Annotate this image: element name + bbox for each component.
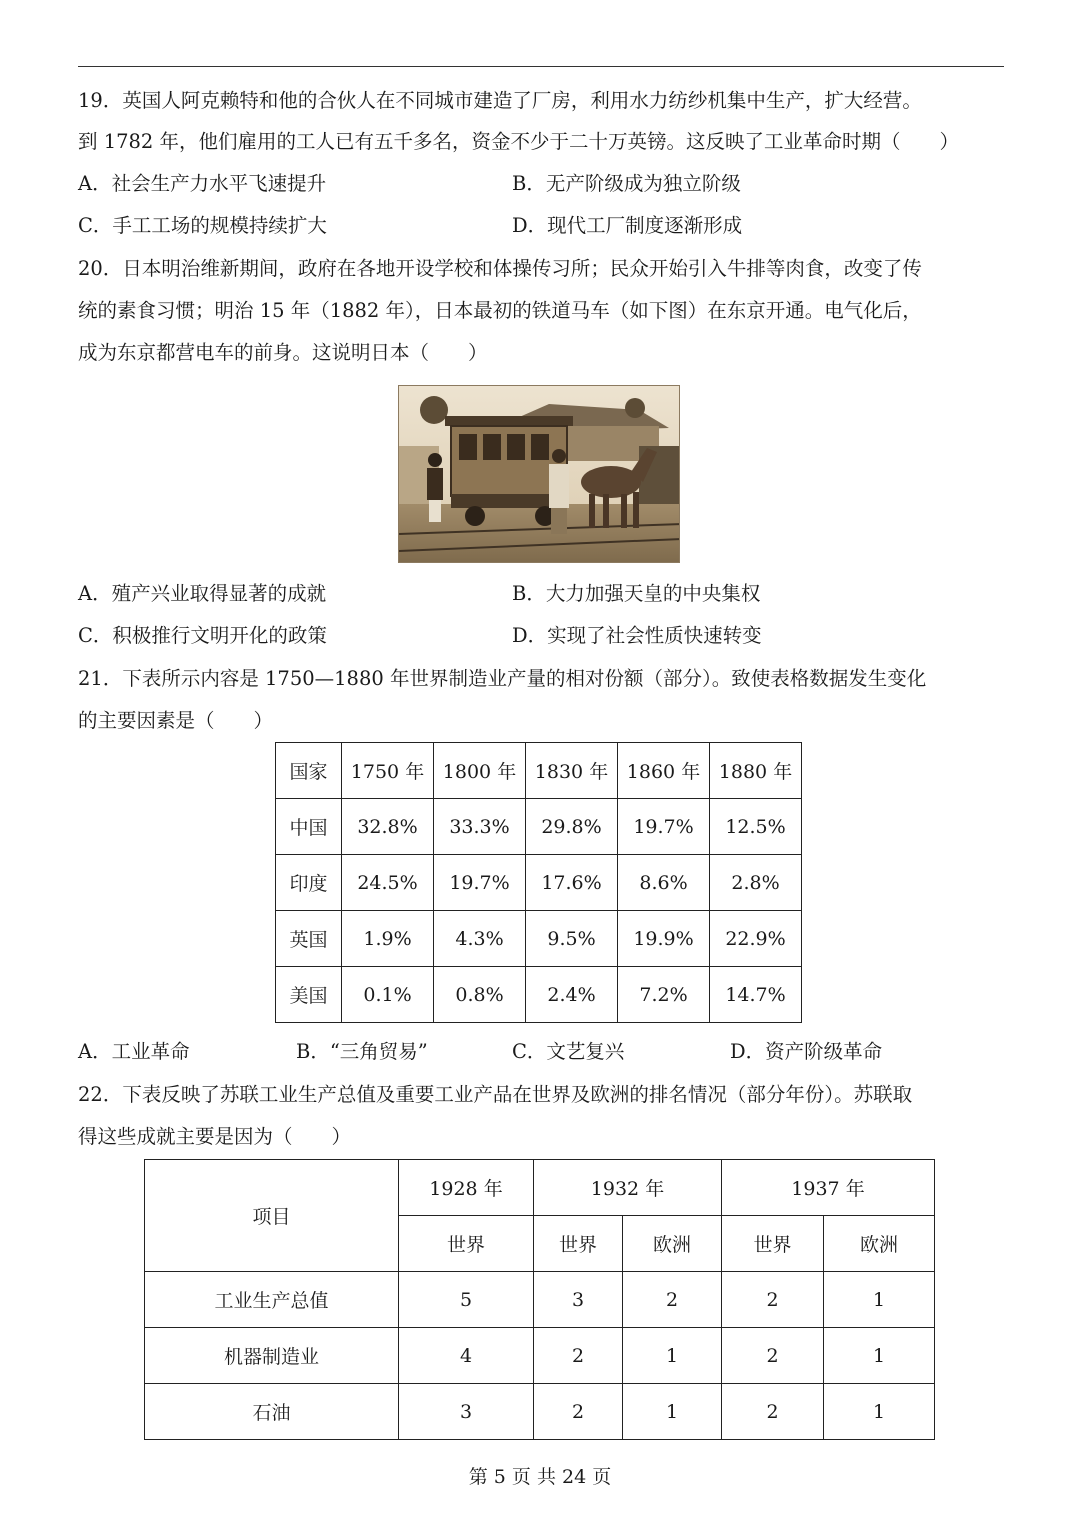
q19-option-a[interactable]: A．社会生产力水平飞速提升 — [78, 172, 327, 195]
manufacturing-share-table — [275, 742, 802, 1023]
table-cell: 2 — [534, 1384, 623, 1440]
table-cell: 32.8% — [342, 799, 434, 855]
q19-stem-line-1: 19．英国人阿克赖特和他的合伙人在不同城市建造了厂房，利用水力纺纱机集中生产，扩大经营。 — [78, 89, 922, 112]
table-cell: 石油 — [145, 1384, 399, 1440]
q20-option-d[interactable]: D．实现了社会性质快速转变 — [512, 624, 762, 647]
q20-option-b[interactable]: B．大力加强天皇的中央集权 — [512, 582, 761, 605]
q22-stem-line-1: 22．下表反映了苏联工业生产总值及重要工业产品在世界及欧洲的排名情况（部分年份）。苏联取 — [78, 1083, 913, 1106]
table-cell: 2 — [534, 1328, 623, 1384]
table-row — [276, 855, 802, 911]
q21-option-d[interactable]: D．资产阶级革命 — [730, 1040, 883, 1063]
table-header-row — [276, 743, 802, 799]
table-cell: 2 — [722, 1328, 824, 1384]
table-cell: 9.5% — [526, 911, 618, 967]
table-cell: 1 — [623, 1328, 722, 1384]
table-cell: 2.4% — [526, 967, 618, 1023]
table-cell: 19.7% — [618, 799, 710, 855]
header-cell: 1750 年 — [342, 743, 434, 799]
table-header-row — [145, 1160, 935, 1216]
table-cell: 2 — [623, 1272, 722, 1328]
table-cell: 17.6% — [526, 855, 618, 911]
table-cell: 4 — [399, 1328, 534, 1384]
header-cell: 1830 年 — [526, 743, 618, 799]
table-cell: 5 — [399, 1272, 534, 1328]
header-cell: 1860 年 — [618, 743, 710, 799]
table-cell: 14.7% — [710, 967, 802, 1023]
q21-option-b[interactable]: B．“三角贸易” — [296, 1040, 428, 1063]
header-cell: 世界 — [534, 1216, 623, 1272]
table-cell: 1 — [623, 1384, 722, 1440]
q19-option-b[interactable]: B．无产阶级成为独立阶级 — [512, 172, 741, 195]
q20-stem-line-2: 统的素食习惯；明治 15 年（1882 年），日本最初的铁道马车（如下图）在东京开通。电气化后， — [78, 299, 922, 322]
header-cell: 1800 年 — [434, 743, 526, 799]
q22-stem-line-2: 得这些成就主要是因为（ ） — [78, 1125, 352, 1148]
horse-tram-photo — [398, 385, 680, 563]
table-cell: 3 — [534, 1272, 623, 1328]
header-cell: 1932 年 — [534, 1160, 722, 1216]
table-cell: 3 — [399, 1384, 534, 1440]
q20-stem-line-1: 20．日本明治维新期间，政府在各地开设学校和体操传习所；民众开始引入牛排等肉食，改变了传 — [78, 257, 922, 280]
table-cell: 2 — [722, 1272, 824, 1328]
header-cell: 欧洲 — [623, 1216, 722, 1272]
table-cell: 工业生产总值 — [145, 1272, 399, 1328]
table-row — [145, 1328, 935, 1384]
q20-option-c[interactable]: C．积极推行文明开化的政策 — [78, 624, 327, 647]
header-cell: 欧洲 — [824, 1216, 935, 1272]
q19-option-d[interactable]: D．现代工厂制度逐渐形成 — [512, 214, 743, 237]
table-cell: 0.1% — [342, 967, 434, 1023]
table-cell: 19.9% — [618, 911, 710, 967]
q19-option-c[interactable]: C．手工工场的规模持续扩大 — [78, 214, 327, 237]
table-cell: 19.7% — [434, 855, 526, 911]
table-cell: 24.5% — [342, 855, 434, 911]
soviet-ranking-table — [144, 1159, 935, 1440]
header-cell: 世界 — [399, 1216, 534, 1272]
table-cell: 33.3% — [434, 799, 526, 855]
table-cell: 美国 — [276, 967, 342, 1023]
table-cell: 机器制造业 — [145, 1328, 399, 1384]
header-cell: 世界 — [722, 1216, 824, 1272]
table-row — [276, 911, 802, 967]
table-cell: 12.5% — [710, 799, 802, 855]
table-cell: 4.3% — [434, 911, 526, 967]
table-cell: 1 — [824, 1384, 935, 1440]
q21-stem-line-1: 21．下表所示内容是 1750—1880 年世界制造业产量的相对份额（部分）。致使表格数据发生变化 — [78, 667, 927, 690]
header-cell: 1937 年 — [722, 1160, 935, 1216]
table-cell: 1 — [824, 1272, 935, 1328]
table-row — [145, 1384, 935, 1440]
table-cell: 中国 — [276, 799, 342, 855]
table-cell: 1.9% — [342, 911, 434, 967]
header-cell: 1880 年 — [710, 743, 802, 799]
table-cell: 7.2% — [618, 967, 710, 1023]
table-row — [145, 1272, 935, 1328]
table-cell: 2 — [722, 1384, 824, 1440]
table-cell: 印度 — [276, 855, 342, 911]
table-cell: 英国 — [276, 911, 342, 967]
table-cell: 22.9% — [710, 911, 802, 967]
table-cell: 0.8% — [434, 967, 526, 1023]
table-cell: 8.6% — [618, 855, 710, 911]
q20-option-a[interactable]: A．殖产兴业取得显著的成就 — [78, 582, 327, 605]
q21-option-c[interactable]: C．文艺复兴 — [512, 1040, 625, 1063]
table-row — [276, 967, 802, 1023]
q21-option-a[interactable]: A．工业革命 — [78, 1040, 190, 1063]
header-cell: 项目 — [145, 1160, 399, 1272]
q20-stem-line-3: 成为东京都营电车的前身。这说明日本（ ） — [78, 341, 488, 364]
header-cell: 国家 — [276, 743, 342, 799]
table-cell: 2.8% — [710, 855, 802, 911]
header-cell: 1928 年 — [399, 1160, 534, 1216]
top-rule — [78, 66, 1004, 67]
q21-stem-line-2: 的主要因素是（ ） — [78, 709, 274, 732]
table-row — [276, 799, 802, 855]
page-footer: 第 5 页 共 24 页 — [468, 1466, 612, 1488]
table-cell: 29.8% — [526, 799, 618, 855]
table-cell: 1 — [824, 1328, 935, 1384]
q19-stem-line-2: 到 1782 年，他们雇用的工人已有五千多名，资金不少于二十万英镑。这反映了工业革命时期（ ） — [78, 130, 960, 153]
